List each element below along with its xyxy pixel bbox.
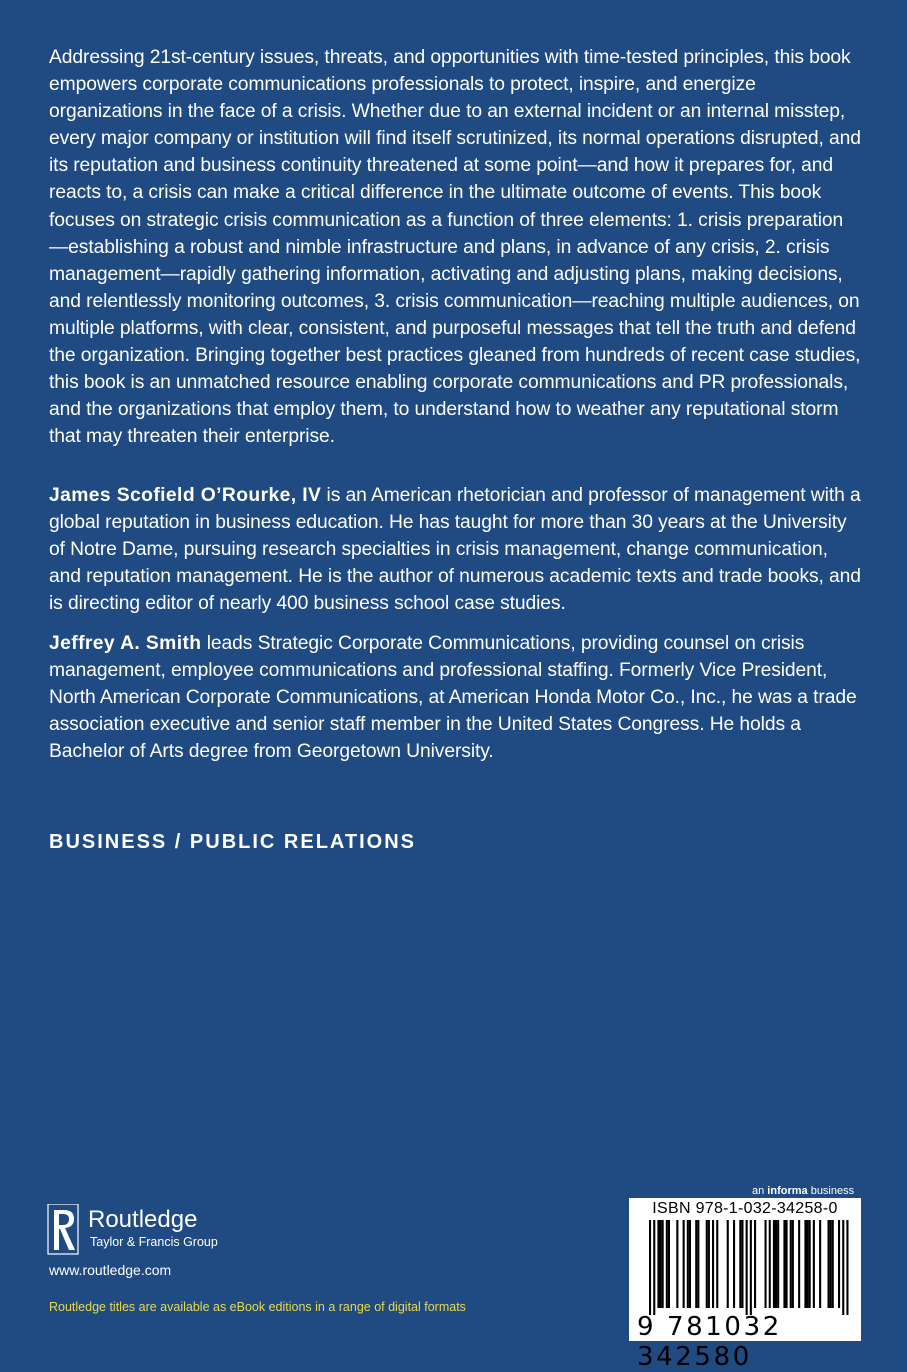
publisher-logo — [46, 1204, 246, 1256]
barcode-bar — [662, 1220, 664, 1308]
author-bio-orourke — [49, 482, 864, 617]
barcode-bar — [838, 1220, 840, 1308]
barcode-bar — [819, 1220, 821, 1308]
barcode-bar — [706, 1220, 708, 1308]
informa-tagline — [752, 1185, 854, 1197]
barcode-bar — [809, 1220, 811, 1308]
barcode-bar — [750, 1220, 752, 1315]
routledge-r-logo-icon — [46, 1204, 84, 1256]
publisher-group: Taylor & Francis Group — [90, 1235, 218, 1249]
barcode-bar — [668, 1220, 670, 1308]
barcode-bar — [657, 1220, 659, 1308]
barcode-bar — [832, 1220, 834, 1308]
publisher-url: www.routledge.com — [49, 1262, 172, 1278]
publisher-name: Routledge — [88, 1206, 198, 1233]
book-description: Addressing 21st-century issues, threats, and opportunities with time-tested principles, this book empowers corporate communications professionals to protect, inspire, and energize organizations in the face of a crisis. Whether due to an external incident or an internal misstep, every major company or institution will find itself scrutinized, its normal operations disrupted, and its reputation and business continuity threatened at some point—and how it prepares for, and reacts to, a crisis can make a critical difference in the ultimate outcome of events. This book focuses on strategic crisis communication as a function of three elements: 1. crisis preparation—establishing a robust and nimble infrastructure and plans, in advance of any crisis, 2. crisis management—rapidly gathering information, activating and adjusting plans, making decisions, and relentlessly monitoring outcomes, 3. crisis communication—reaching multiple audiences, on multiple platforms, with clear, consistent, and purposeful messages that tell the truth and defend the organization. Bringing together best practices gleaned from hundreds of recent case studies, this book is an unmatched resource enabling corporate communications and PR professionals, and the organizations that employ them, to understand how to weather any reputational storm that may threaten their enterprise. — [49, 47, 861, 448]
barcode-bar — [786, 1220, 788, 1308]
barcode-bar — [775, 1220, 777, 1308]
barcode-bar — [842, 1220, 844, 1315]
barcode-bar — [727, 1220, 729, 1308]
barcode-bar — [773, 1220, 775, 1308]
ebook-note: Routledge titles are available as eBook editions in a range of digital formats — [49, 1300, 466, 1314]
barcode-bar — [660, 1220, 662, 1308]
barcode-bar — [783, 1220, 785, 1308]
informa-brand: informa — [767, 1185, 808, 1197]
barcode-bar — [708, 1220, 710, 1308]
barcode-bar — [846, 1220, 848, 1315]
barcode-bar — [790, 1220, 792, 1308]
barcode-bar — [807, 1220, 809, 1308]
barcode-bars — [629, 1220, 861, 1315]
barcode-bar — [804, 1220, 806, 1308]
barcode-bar — [754, 1220, 756, 1308]
barcode-bar — [741, 1220, 743, 1308]
barcode-bar — [683, 1220, 685, 1308]
barcode-bar — [695, 1220, 697, 1308]
barcode-bar — [716, 1220, 718, 1308]
barcode-bar — [689, 1220, 691, 1308]
barcode-bar — [712, 1220, 714, 1308]
barcode-bar — [739, 1220, 741, 1308]
barcode-digits: 9 781032 342580 — [637, 1312, 782, 1372]
barcode-bar — [798, 1220, 800, 1308]
barcode-bar — [769, 1220, 771, 1308]
barcode-bar — [666, 1220, 668, 1308]
informa-suffix: business — [807, 1185, 855, 1197]
informa-prefix: an — [752, 1185, 768, 1197]
barcode-bar — [653, 1220, 655, 1315]
author-name: Jeffrey A. Smith — [49, 633, 202, 654]
barcode-bar — [746, 1220, 748, 1315]
barcode-bar — [828, 1220, 830, 1308]
barcode-bar — [813, 1220, 815, 1308]
barcode-bar — [765, 1220, 767, 1308]
barcode-bar — [687, 1220, 689, 1308]
subject-category: BUSINESS / PUBLIC RELATIONS — [49, 831, 416, 853]
author-name: James Scofield O’Rourke, IV — [49, 485, 322, 506]
barcode-bar — [649, 1220, 651, 1315]
barcode-bar — [697, 1220, 699, 1308]
barcode-bar — [733, 1220, 735, 1308]
author-bio-text: is an American rhetorician and professor of management with a global reputation in business education. He has taught for more than 30 years at the University of Notre Dame, pursuing research specialties in crisis management, change communication, and reputation management. He is the author of numerous academic texts and trade books, and is directing editor of nearly 400 business school case studies. — [49, 485, 861, 614]
barcode-bar — [777, 1220, 779, 1308]
barcode-bar — [676, 1220, 678, 1308]
barcode-bar — [792, 1220, 794, 1308]
isbn-barcode — [629, 1198, 861, 1372]
author-bio-smith — [49, 630, 864, 765]
author-bio-text: leads Strategic Corporate Communications, providing counsel on crisis management, employee communications and professional staffing. Formerly Vice President, North American Corporate Communications, at American Honda Motor Co., Inc., he was a trade association executive and senior staff member in the United States Congress. He holds a Bachelor of Arts degree from Georgetown University. — [49, 633, 857, 762]
isbn-label: ISBN 978-1-032-34258-0 — [652, 1200, 838, 1217]
barcode-bar — [830, 1220, 832, 1308]
